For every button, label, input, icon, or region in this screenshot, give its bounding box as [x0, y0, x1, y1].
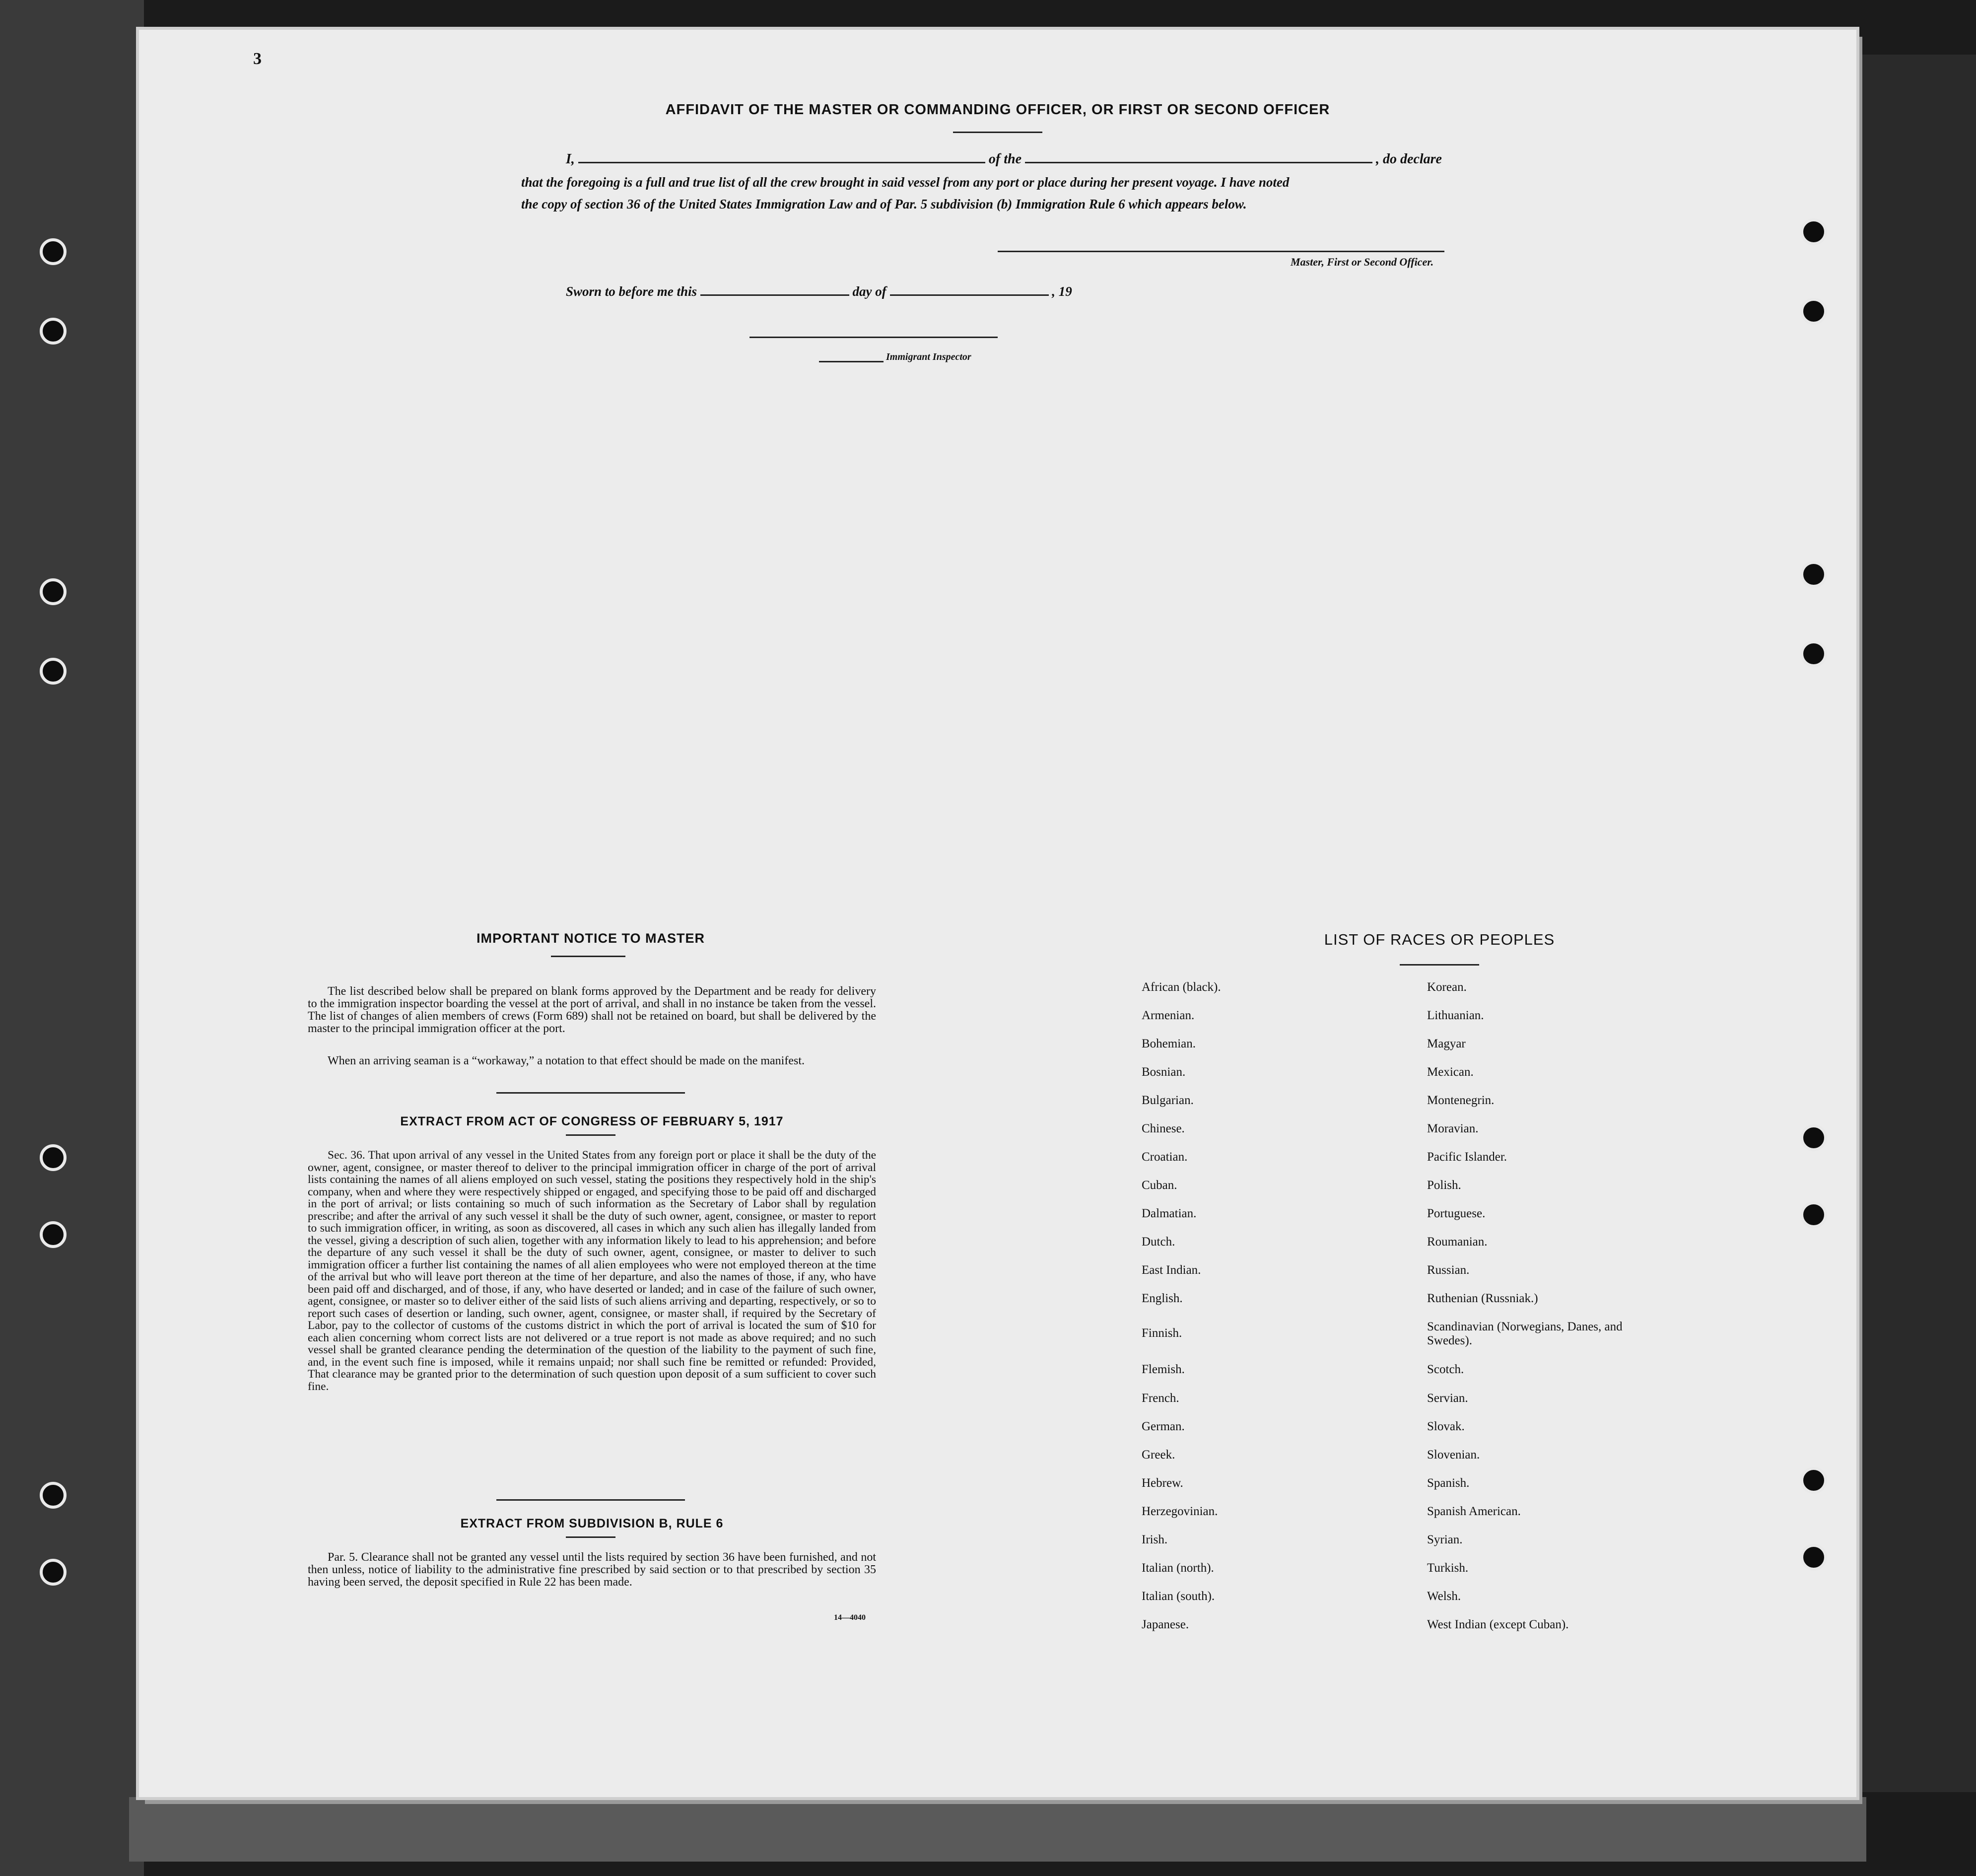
race-item: Roumanian. — [1427, 1235, 1488, 1249]
binder-hole — [40, 1221, 67, 1248]
notice-title: IMPORTANT NOTICE TO MASTER — [477, 931, 705, 946]
races-title: LIST OF RACES OR PEOPLES — [1324, 931, 1555, 948]
race-item: Turkish. — [1427, 1561, 1469, 1575]
binder-hole — [40, 1144, 67, 1171]
punch-hole — [1800, 1467, 1827, 1494]
race-item: Flemish. — [1142, 1363, 1185, 1376]
punch-hole — [1800, 1124, 1827, 1151]
binder-hole — [40, 238, 67, 265]
inspector-line-short — [819, 361, 884, 362]
binder-hole — [40, 1482, 67, 1509]
divider — [566, 1536, 615, 1538]
notice-paragraph-1: The list described below shall be prepared on blank forms approved by the Department and be ready for delivery to the immigration inspector boarding the vessel at the port of arrival, and shall in no instance be taken from the vessel. The list of changes of alien members of crews (Form 689) shall not be retained on board, but shall be delivered by the master to the principal immigration officer at the port. — [308, 985, 876, 1035]
race-item: Greek. — [1142, 1448, 1175, 1461]
race-item: Bosnian. — [1142, 1065, 1186, 1079]
bottom-under-sheet — [129, 1797, 1866, 1862]
race-item: Chinese. — [1142, 1122, 1185, 1135]
race-item: Moravian. — [1427, 1122, 1479, 1135]
page-number: 3 — [253, 50, 262, 68]
race-item: Scotch. — [1427, 1363, 1464, 1376]
divider — [566, 1134, 615, 1136]
affidavit-line1 — [566, 151, 1442, 167]
sworn-line — [566, 284, 1072, 299]
right-under-sheet — [1859, 55, 1976, 1792]
race-item: German. — [1142, 1420, 1185, 1433]
race-item: Armenian. — [1142, 1009, 1195, 1022]
race-item: Servian. — [1427, 1391, 1468, 1405]
race-item: Magyar — [1427, 1037, 1466, 1050]
race-item: West Indian (except Cuban). — [1427, 1618, 1569, 1631]
race-item: Ruthenian (Russniak.) — [1427, 1292, 1538, 1305]
race-item: English. — [1142, 1292, 1183, 1305]
affidavit-title: AFFIDAVIT OF THE MASTER OR COMMANDING OFFICER, OR FIRST OR SECOND OFFICER — [665, 102, 1330, 118]
sworn-year: , 19 — [1052, 284, 1072, 299]
race-item: Mexican. — [1427, 1065, 1474, 1079]
race-item: Italian (south). — [1142, 1590, 1215, 1603]
binder-hole — [40, 658, 67, 685]
name-blank — [578, 162, 985, 163]
race-item: Pacific Islander. — [1427, 1150, 1507, 1164]
race-item: Korean. — [1427, 980, 1467, 994]
punch-hole — [1800, 218, 1827, 245]
race-item: Russian. — [1427, 1263, 1470, 1277]
divider — [1400, 964, 1479, 966]
race-item: East Indian. — [1142, 1263, 1201, 1277]
race-item: Spanish. — [1427, 1476, 1470, 1490]
affidavit-line2: that the foregoing is a full and true list of all the crew brought in said vessel from any port or place during her present voyage. I have noted — [521, 175, 1290, 190]
left-binder-edge — [0, 0, 144, 1876]
race-item: Hebrew. — [1142, 1476, 1183, 1490]
race-item: Cuban. — [1142, 1179, 1177, 1192]
race-item: Lithuanian. — [1427, 1009, 1484, 1022]
race-item: Irish. — [1142, 1533, 1168, 1546]
race-item: Spanish American. — [1427, 1505, 1521, 1518]
punch-hole — [1800, 298, 1827, 325]
race-item: Syrian. — [1427, 1533, 1463, 1546]
race-item: Polish. — [1427, 1179, 1461, 1192]
vessel-blank — [1025, 162, 1372, 163]
race-item: Bulgarian. — [1142, 1094, 1194, 1107]
race-item: French. — [1142, 1391, 1179, 1405]
punch-hole — [1800, 1544, 1827, 1571]
binder-hole — [40, 578, 67, 605]
act-extract-body: Sec. 36. That upon arrival of any vessel in the United States from any foreign port or place it shall be the duty of the owner, agent, consignee, or master thereof to deliver to the principal immigration officer in charge of the port of arrival lists containing the names of all aliens employed on such vessel, stating the positions they respectively hold in the ship's company, when and where they were respectively shipped or engaged, and specifying those to be paid off and discharged in the port of arrival; or lists containing so much of such information as the Secretary of Labor shall by regulation prescribe; and after the arrival of any such vessel it shall be the duty of such owner, agent, consignee, or master to report to such immigration officer, in writing, as soon as discovered, all cases in which any such alien has illegally landed from the vessel, giving a description of such alien, together with any information likely to lead to his apprehension; and before the departure of any such vessel it shall be the duty of such owner, agent, consignee, or master to deliver to such immigration officer a further list containing the names of all alien employees who were not employed thereon at the time of the arrival but who will leave port thereon at the time of her departure, and also the names of those, if any, who have been paid off and discharged, and of those, if any, who have deserted or landed; and in case of the failure of such owner, agent, consignee, or master so to deliver either of the said lists of such aliens arriving and departing, respectively, or so to report such cases of desertion or landing, such owner, agent, consignee, or master shall, if required by the Secretary of Labor, pay to the collector of customs of the customs district in which the port of arrival is located the sum of $10 for each alien concerning whom correct lists are not delivered or a true report is not made as above required; and no such vessel shall be granted clearance pending the determination of the question of the liability to the payment of such fine, and, in the event such fine is imposed, while it remains unpaid; nor shall such fine be remitted or refunded: Provided, That clearance may be granted prior to the determination of such question upon deposit of a sum sufficient to cover such fine. — [308, 1149, 876, 1393]
inspector-caption: Immigrant Inspector — [886, 351, 971, 362]
affidavit-declare-label: , do declare — [1376, 151, 1442, 167]
races-left-column — [1142, 980, 1420, 1675]
manifest-page — [139, 30, 1856, 1797]
race-item: Herzegovinian. — [1142, 1505, 1218, 1518]
sworn-prefix: Sworn to before me this — [566, 284, 697, 299]
form-code: 14—4040 — [834, 1613, 866, 1622]
race-item: Welsh. — [1427, 1590, 1461, 1603]
signature-line — [998, 251, 1444, 252]
notice-paragraph-2: When an arriving seaman is a “workaway,” a notation to that effect should be made on the manifest. — [328, 1054, 805, 1067]
affidavit-of-the-label: of the — [988, 151, 1022, 167]
races-right-column — [1427, 980, 1705, 1675]
divider — [496, 1499, 685, 1501]
race-item: Portuguese. — [1427, 1207, 1486, 1220]
signature-caption: Master, First or Second Officer. — [1291, 256, 1434, 268]
affidavit-line3: the copy of section 36 of the United States Immigration Law and of Par. 5 subdivision (b) Immigration Rule 6 which appears below. — [521, 197, 1247, 211]
race-item: African (black). — [1142, 980, 1221, 994]
race-item: Italian (north). — [1142, 1561, 1214, 1575]
binder-hole — [40, 1559, 67, 1586]
divider — [953, 132, 1042, 133]
race-item: Dutch. — [1142, 1235, 1175, 1249]
race-item: Japanese. — [1142, 1618, 1189, 1631]
rule-extract-title: EXTRACT FROM SUBDIVISION B, RULE 6 — [460, 1517, 724, 1530]
affidavit-i-label: I, — [566, 151, 575, 167]
act-extract-title: EXTRACT FROM ACT OF CONGRESS OF FEBRUARY 5, 1917 — [400, 1114, 784, 1128]
inspector-line — [750, 337, 998, 338]
punch-hole — [1800, 640, 1827, 667]
race-item: Scandinavian (Norwegians, Danes, and Swedes). — [1427, 1320, 1623, 1347]
divider — [551, 956, 625, 957]
rule-extract-body: Par. 5. Clearance shall not be granted any vessel until the lists required by section 36 have been furnished, and not then unless, notice of liability to the administrative fine prescribed by said section or to that prescribed by section 35 having been served, the deposit specified in Rule 22 has been made. — [308, 1551, 876, 1589]
punch-hole — [1800, 1201, 1827, 1228]
race-item: Dalmatian. — [1142, 1207, 1197, 1220]
race-item: Montenegrin. — [1427, 1094, 1495, 1107]
race-item: Finnish. — [1142, 1326, 1182, 1340]
divider — [496, 1092, 685, 1094]
month-blank — [890, 294, 1049, 296]
day-blank — [700, 294, 849, 296]
race-item: Croatian. — [1142, 1150, 1188, 1164]
binder-hole — [40, 318, 67, 345]
race-item: Bohemian. — [1142, 1037, 1196, 1050]
race-item: Slovenian. — [1427, 1448, 1480, 1461]
race-item: Slovak. — [1427, 1420, 1465, 1433]
sworn-day-of: day of — [852, 284, 886, 299]
punch-hole — [1800, 561, 1827, 588]
